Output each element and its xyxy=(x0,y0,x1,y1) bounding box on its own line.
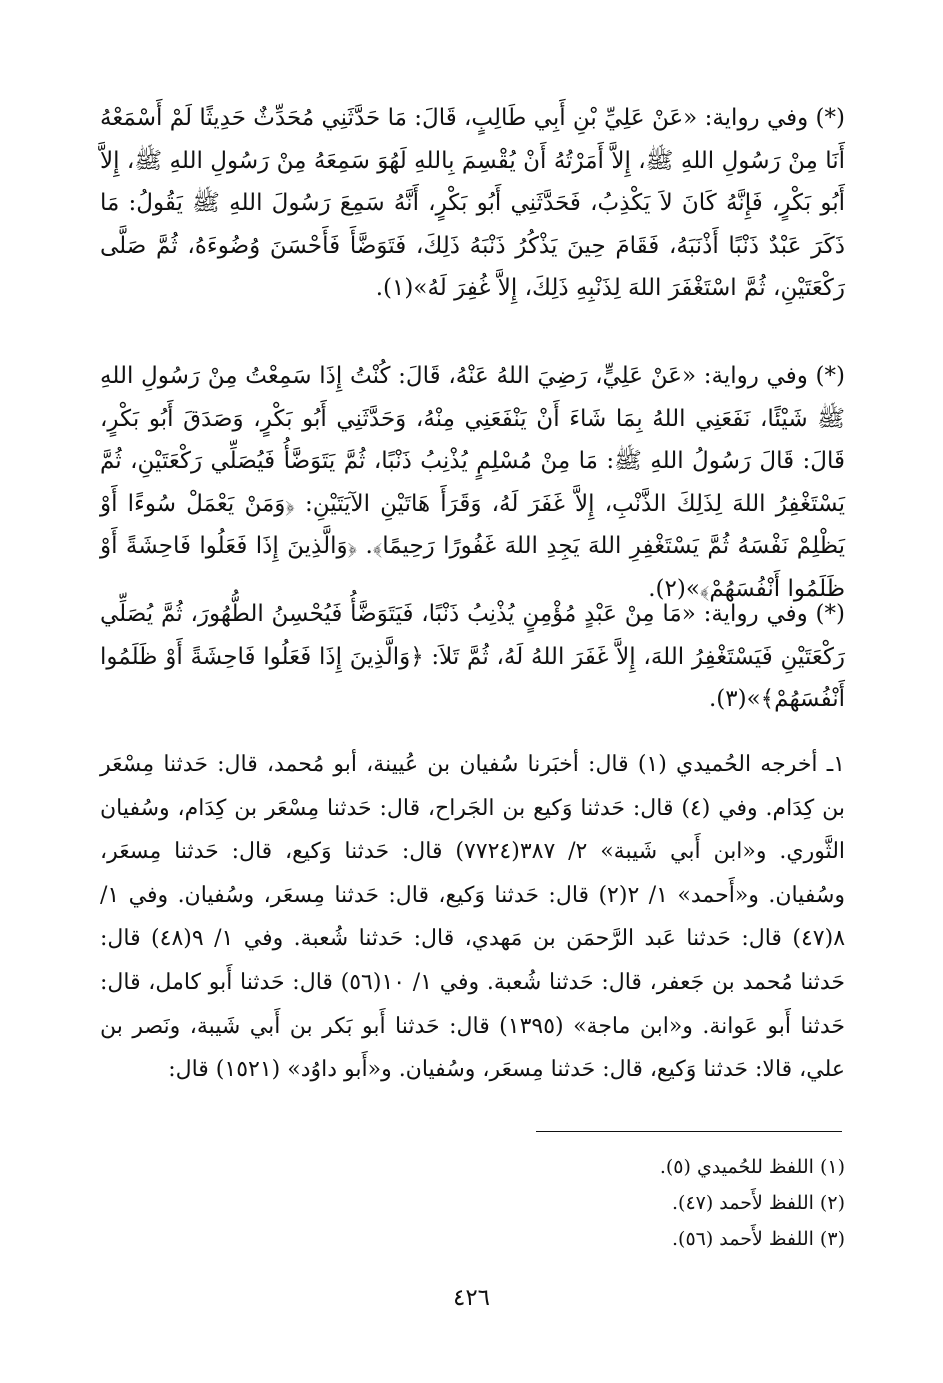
footnote-1: (١) اللفظ للحُميدي (٥). xyxy=(659,1156,845,1178)
takhrij-paragraph: ١ـ أخرجه الحُميدي (١) قال: أخبَرنا سُفيان بن عُيينة، أبو مُحمد، قال: حَدثنا مِسْعَر بن كِدَام. وفي (٤) قال: حَدثنا وَكيع بن الجَراح، قال: حَدثنا مِسْعَر بن كِدَام، وسُفيان الثَّوري. و«ابن أَبي شَيبة» ٢/ ٣٨٧(٧٧٢٤) قال: حَدثنا وَكيع، قال: حَدثنا مِسعَر، وسُفيان. و«أَحمد» ١/ ٢(٢) قال: حَدثنا وَكيع، قال: حَدثنا مِسعَر، وسُفيان. وفي ١/ ٨(٤٧) قال: حَدثنا عَبد الرَّحمَن بن مَهدي، قال: حَدثنا شُعبة. وفي ١/ ٩(٤٨) قال: حَدثنا مُحمد بن جَعفر، قال: حَدثنا شُعبة. وفي ١/ ١٠(٥٦) قال: حَدثنا أَبو كامل، قال: حَدثنا أَبو عَوانة. و«ابن ماجة» (١٣٩٥) قال: حَدثنا أَبو بَكر بن أَبي شَيبة، ونَصر بن علي، قالا: حَدثنا وَكيع، قال: حَدثنا مِسعَر، وسُفيان. و«أَبو داوُد» (١٥٢١) قال: xyxy=(100,752,846,1083)
footnote-3: (٣) اللفظ لأَحمد (٥٦). xyxy=(671,1228,845,1250)
hadith-narration-1: (*) وفي رواية: «عَنْ عَلِيِّ بْنِ أَبِي طَالِبٍ، قَالَ: مَا حَدَّثَنِي مُحَدِّثٌ حَدِيثًا لَمْ أَسْمَعْهُ أَنَا مِنْ رَسُولِ اللهِ ﷺ، إِلاَّ أَمَرْتُهُ أَنْ يُقْسِمَ بِاللهِ لَهُوَ سَمِعَهُ مِنْ رَسُولِ اللهِ ﷺ، إِلاَّ أَبُو بَكْرٍ، فَإِنَّهُ كَانَ لاَ يَكْذِبُ، فَحَدَّثَنِي أَبُو بَكْرٍ، أَنَّهُ سَمِعَ رَسُولَ اللهِ ﷺ يَقُولُ: مَا ذَكَرَ عَبْدٌ ذَنْبًا أَذْنَبَهُ، فَقَامَ حِينَ يَذْكُرُ ذَنْبَهُ ذَلِكَ، فَتَوَضَّأَ فَأَحْسَنَ وُضُوءَهُ، ثُمَّ صَلَّى رَكْعَتَيْنِ، ثُمَّ اسْتَغْفَرَ اللهَ لِذَنْبِهِ ذَلِكَ، إِلاَّ غُفِرَ لَهُ»(١). xyxy=(100,105,845,301)
page-number: ٤٢٦ xyxy=(452,1285,491,1311)
footnote-divider xyxy=(536,1131,842,1132)
footnote-2: (٢) اللفظ لأَحمد (٤٧). xyxy=(671,1192,845,1214)
footnotes-list xyxy=(100,1149,845,1257)
hadith-narration-3: (*) وفي رواية: «مَا مِنْ عَبْدٍ مُؤْمِنٍ يُذْنِبُ ذَنْبًا، فَيَتَوَضَّأُ فَيُحْسِنُ الطُّهُورَ، ثُمَّ يُصَلِّي رَكْعَتَيْنِ فَيَسْتَغْفِرُ اللهَ، إِلاَّ غَفَرَ اللهُ لَهُ، ثُمَّ تَلاَ: ﴿وَالَّذِينَ إِذَا فَعَلُوا فَاحِشَةً أَوْ ظَلَمُوا أَنْفُسَهُمْ﴾»(٣). xyxy=(100,601,845,712)
hadith-narration-2: (*) وفي رواية: «عَنْ عَلِيٍّ، رَضِيَ اللهُ عَنْهُ، قَالَ: كُنْتُ إِذَا سَمِعْتُ مِنْ رَسُولِ اللهِ ﷺ شَيْئًا، نَفَعَنِي اللهُ بِمَا شَاءَ أَنْ يَنْفَعَنِي مِنْهُ، وَحَدَّثَنِي أَبُو بَكْرٍ، وَصَدَقَ أَبُو بَكْرٍ، قَالَ: قَالَ رَسُولُ اللهِ ﷺ: مَا مِنْ مُسْلِمٍ يُذْنِبُ ذَنْبًا، ثُمَّ يَتَوَضَّأُ فَيُصَلِّي رَكْعَتَيْنِ، ثُمَّ يَسْتَغْفِرُ اللهَ لِذَلِكَ الذَّنْبِ، إِلاَّ غَفَرَ لَهُ، وَقَرَأَ هَاتَيْنِ الآيَتَيْنِ: ﴿وَمَنْ يَعْمَلْ سُوءًا أَوْ يَظْلِمْ نَفْسَهُ ثُمَّ يَسْتَغْفِرِ اللهَ يَجِدِ اللهَ غَفُورًا رَحِيمًا﴾. ﴿وَالَّذِينَ إِذَا فَعَلُوا فَاحِشَةً أَوْ ظَلَمُوا أَنْفُسَهُمْ﴾»(٢). xyxy=(100,363,845,602)
